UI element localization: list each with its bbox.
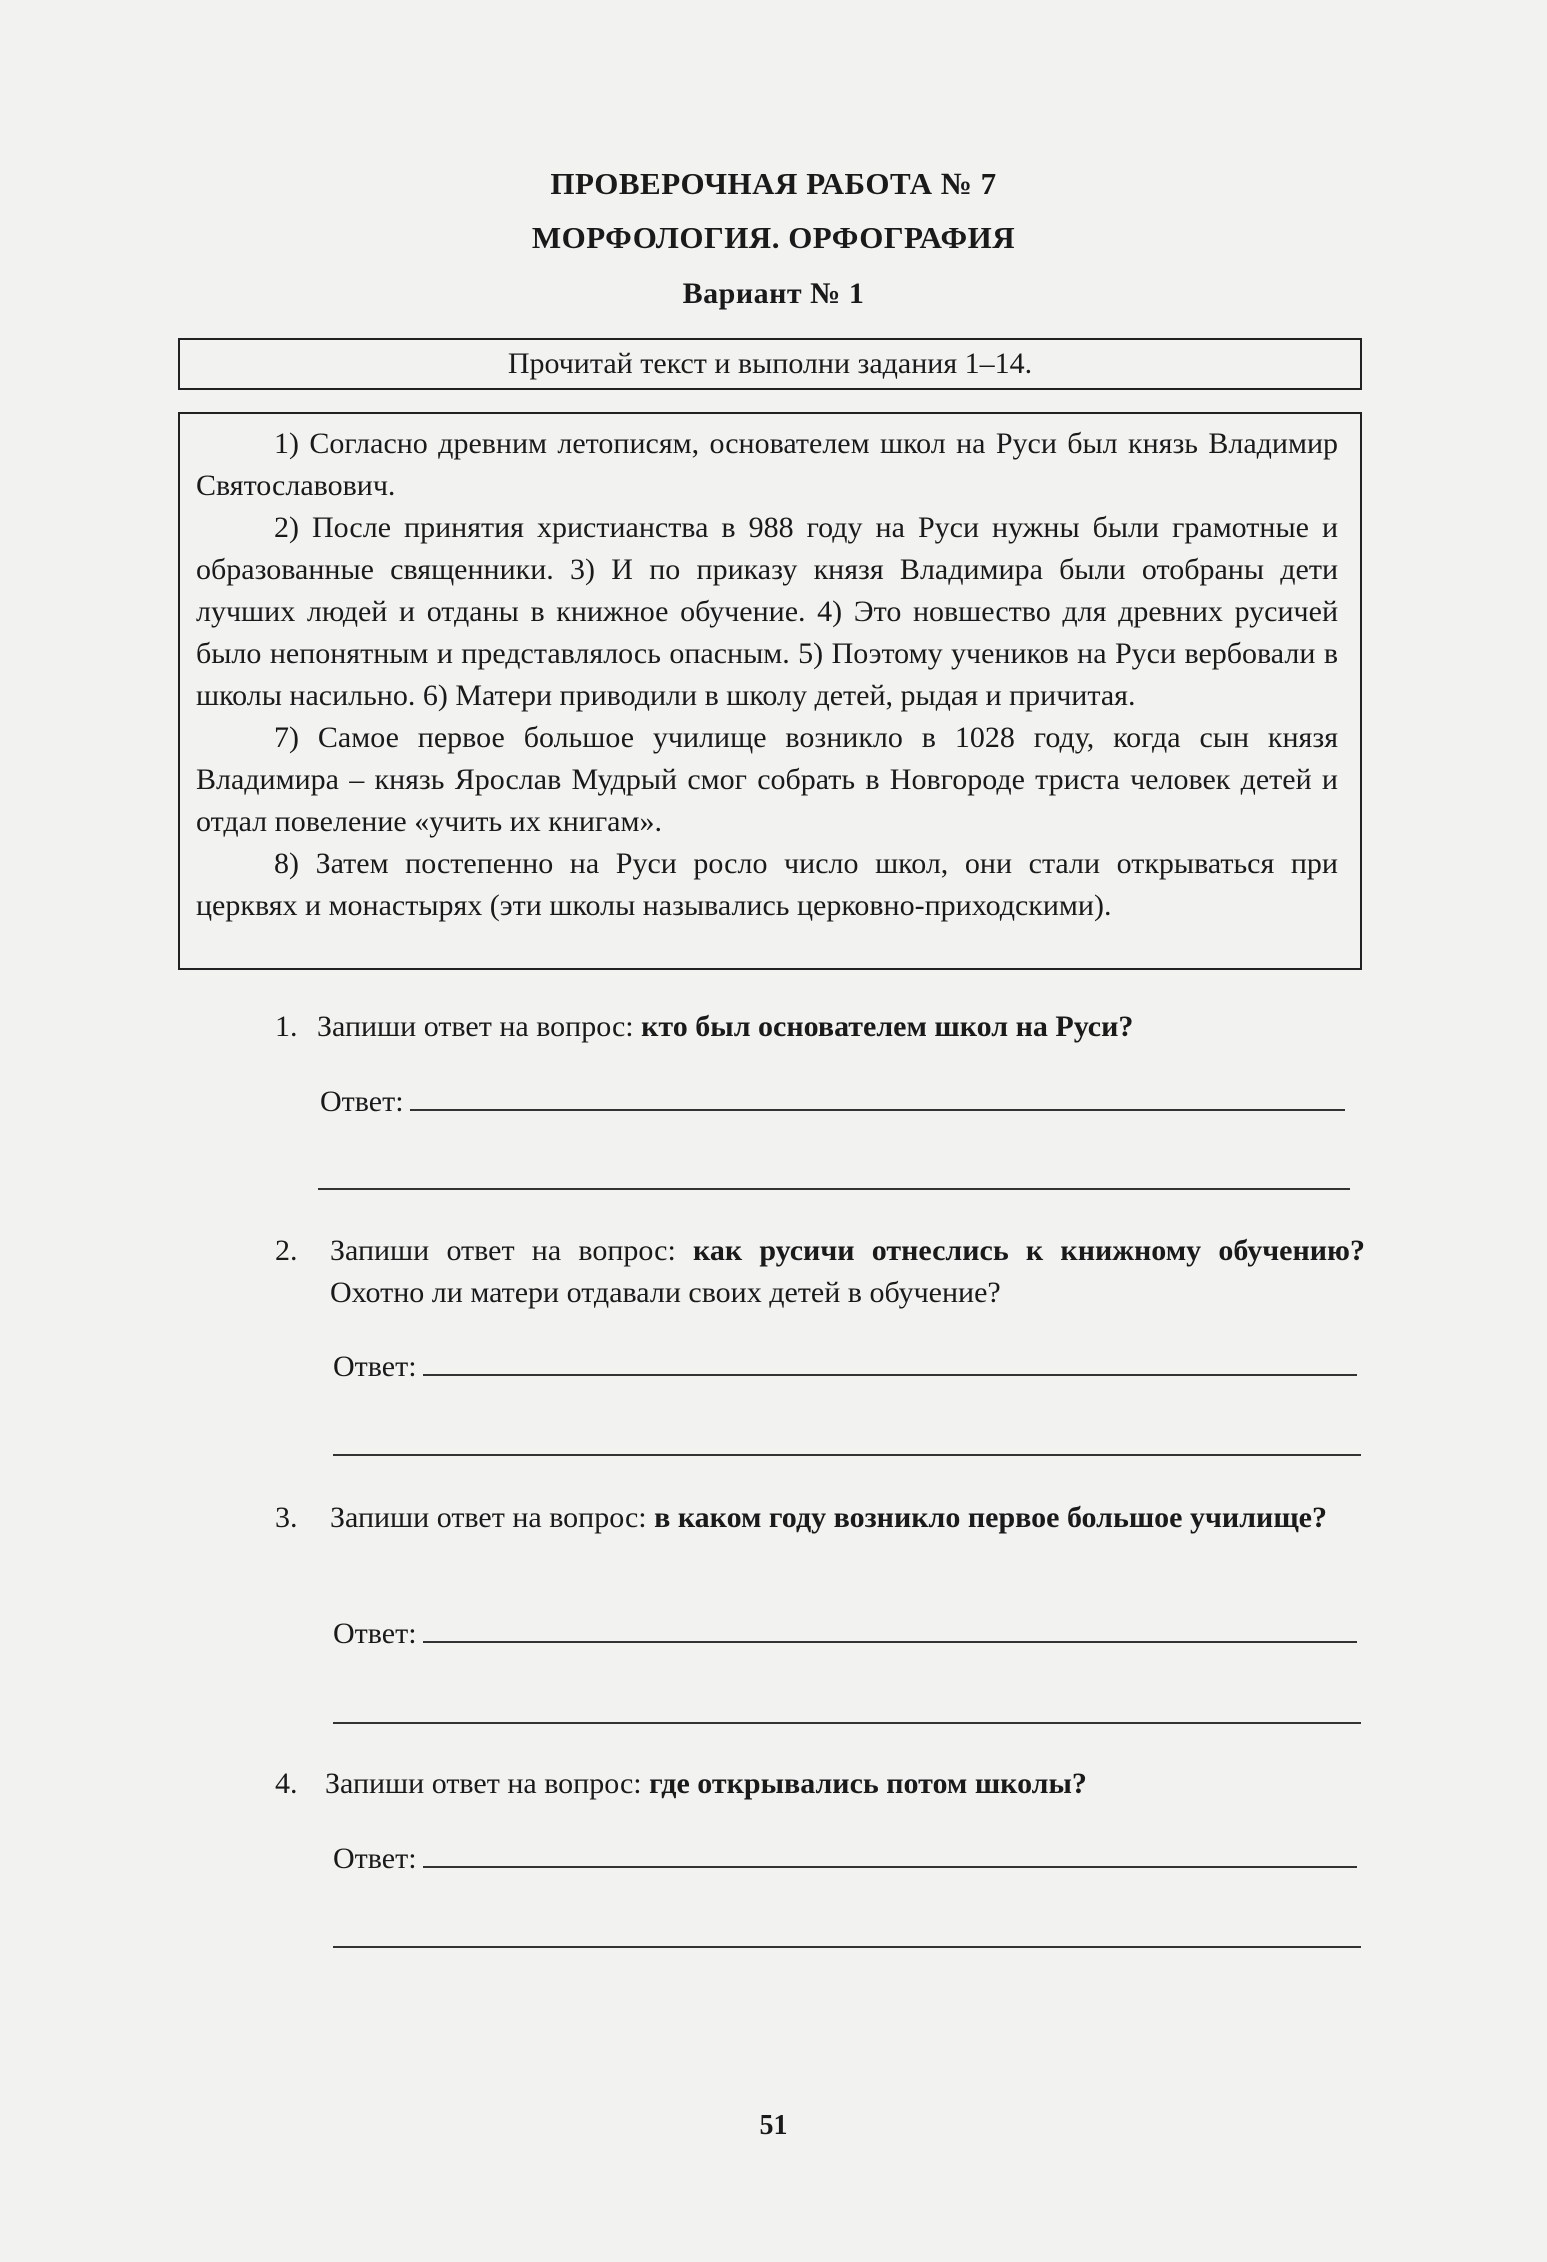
question-prefix: Запиши ответ на вопрос: bbox=[330, 1501, 655, 1534]
answer-line[interactable] bbox=[410, 1107, 1345, 1111]
question-2 bbox=[275, 1230, 1365, 1314]
question-number: 3. bbox=[275, 1501, 298, 1534]
question-text bbox=[275, 1497, 1365, 1539]
page-number: 51 bbox=[759, 2110, 788, 2141]
question-text bbox=[275, 1006, 1365, 1048]
passage-paragraph: 8) Затем постепенно на Руси росло число школ, они стали открываться при церквях и монастырях (эти школы назывались церковно-приходскими). bbox=[196, 847, 1338, 922]
page-subtitle: МОРФОЛОГИЯ. ОРФОГРАФИЯ bbox=[531, 220, 1016, 255]
question-1 bbox=[275, 1006, 1365, 1048]
question-text bbox=[275, 1763, 1365, 1805]
question-prefix: Запиши ответ на вопрос: bbox=[325, 1767, 650, 1800]
question-bold: в каком году возникло первое большое училище? bbox=[654, 1501, 1327, 1534]
answer-field-1[interactable] bbox=[320, 1085, 1345, 1119]
question-3 bbox=[275, 1497, 1365, 1539]
question-number: 2. bbox=[275, 1234, 298, 1267]
answer-extra-line[interactable] bbox=[333, 1454, 1361, 1456]
question-prefix: Запиши ответ на вопрос: bbox=[317, 1010, 642, 1043]
answer-label: Ответ: bbox=[333, 1617, 417, 1650]
answer-extra-line[interactable] bbox=[333, 1722, 1361, 1724]
answer-line[interactable] bbox=[423, 1864, 1357, 1868]
page-title: ПРОВЕРОЧНАЯ РАБОТА № 7 bbox=[550, 166, 997, 201]
question-number: 1. bbox=[275, 1010, 298, 1043]
answer-label: Ответ: bbox=[333, 1842, 417, 1875]
answer-extra-line[interactable] bbox=[333, 1946, 1361, 1948]
answer-extra-line[interactable] bbox=[318, 1188, 1350, 1190]
question-suffix: Охотно ли матери отдавали своих детей в обучение? bbox=[330, 1276, 1001, 1309]
question-4 bbox=[275, 1763, 1365, 1805]
instruction-text: Прочитай текст и выполни задания 1–14. bbox=[507, 347, 1033, 380]
passage-paragraph: 1) Согласно древним летописям, основателем школ на Руси был князь Владимир Святославович. bbox=[196, 427, 1338, 502]
question-bold: кто был основателем школ на Руси? bbox=[641, 1010, 1134, 1043]
instruction-box bbox=[178, 338, 1362, 390]
answer-line[interactable] bbox=[423, 1372, 1357, 1376]
answer-field-2[interactable] bbox=[333, 1350, 1357, 1384]
question-prefix: Запиши ответ на вопрос: bbox=[330, 1234, 694, 1267]
answer-field-3[interactable] bbox=[333, 1617, 1357, 1651]
question-bold: как русичи отнеслись к книжному обучению? bbox=[693, 1234, 1365, 1267]
passage-paragraph: 2) После принятия христианства в 988 году на Руси нужны были грамотные и образованные священники. 3) И по приказу князя Владимира были отобраны дети лучших людей и отданы в книжное обучение. 4) Это новшество для древних русичей было непонятным и представлялось опасным. 5) Поэтому учеников на Руси вербовали в школы насильно. 6) Матери приводили в школу детей, рыдая и причитая. bbox=[196, 511, 1338, 712]
answer-label: Ответ: bbox=[320, 1085, 404, 1118]
question-number: 4. bbox=[275, 1767, 298, 1800]
question-text bbox=[275, 1230, 1365, 1314]
answer-field-4[interactable] bbox=[333, 1842, 1357, 1876]
question-bold: где открывались потом школы? bbox=[649, 1767, 1087, 1800]
reading-passage bbox=[178, 412, 1362, 970]
variant-label: Вариант № 1 bbox=[682, 277, 865, 310]
answer-line[interactable] bbox=[423, 1639, 1357, 1643]
passage-paragraph: 7) Самое первое большое училище возникло в 1028 году, когда сын князя Владимира – князь Ярослав Мудрый смог собрать в Новгороде триста человек детей и отдал повеление «учить их книгам». bbox=[196, 721, 1338, 838]
answer-label: Ответ: bbox=[333, 1350, 417, 1383]
